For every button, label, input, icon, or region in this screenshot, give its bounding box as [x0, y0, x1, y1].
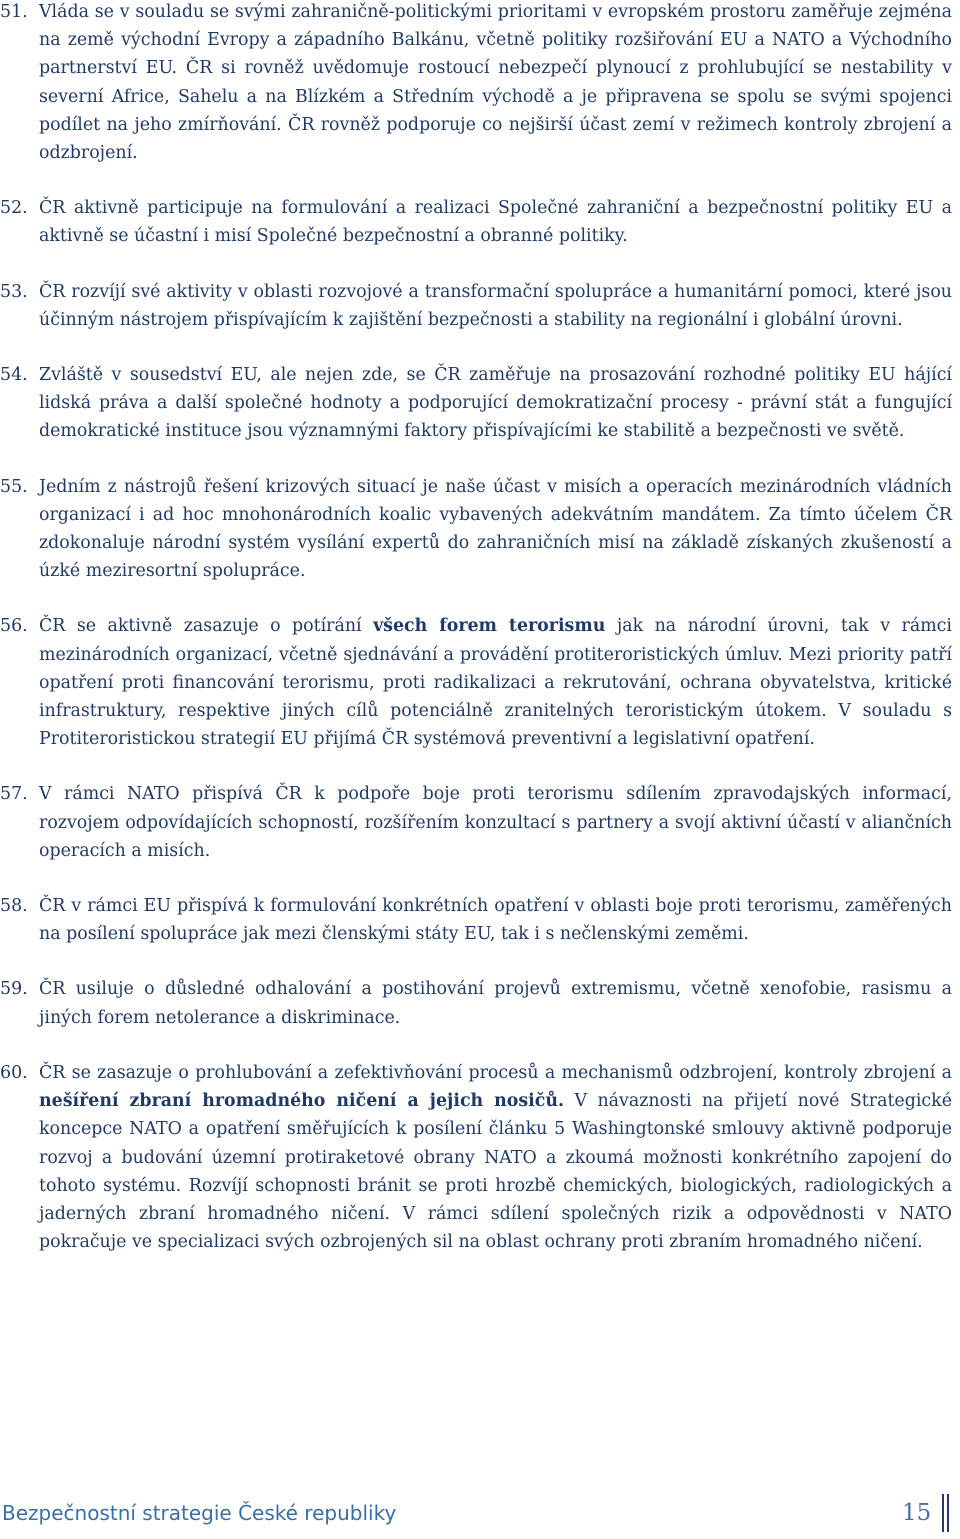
paragraph-number: 55.	[0, 476, 28, 497]
footer-document-title: Bezpečnostní strategie České republiky	[2, 1501, 397, 1525]
paragraph-text: V návaznosti na přijetí nové Strategické koncepce NATO a opatření směřujících k posílení článku 5 Washingtonské smlouvy aktivně podporuje rozvoj a budování územní protiraketové obrany NATO a zkoumá možnosti konkrétního zapojení do tohoto systému. Rozvíjí schopnosti bránit se proti hrozbě chemických, biologických, radiologických a jaderných zbraní hromadného ničení. V rámci sdílení společných rizik a odpovědnosti v NATO pokračuje ve specializaci svých ozbrojených sil na oblast ochrany proti zbraním hromadného ničení.	[39, 1091, 952, 1253]
paragraph-number: 58.	[0, 896, 28, 917]
paragraph-text: V rámci NATO přispívá ČR k podpoře boje proti terorismu sdílením zpravodajských informací, rozvojem odpovídajících schopností, rozšířením konzultací s partnery a svojí aktivní účastí v aliančních operacích a misích.	[39, 784, 952, 861]
paragraph-55	[0, 473, 952, 586]
paragraph-text: ČR rozvíjí své aktivity v oblasti rozvojové a transformační spolupráce a humanitární pomoci, které jsou účinným nástrojem přispívajícím k zajištění bezpečnosti a stability na regionální i globální úrovni.	[39, 281, 952, 330]
paragraph-51	[0, 0, 952, 167]
paragraph-53	[0, 278, 952, 334]
paragraph-text-bold: nešíření zbraní hromadného ničení a jejich nosičů.	[39, 1091, 565, 1112]
paragraph-text: Jedním z nástrojů řešení krizových situací je naše účast v misích a operacích mezinárodních vládních organizací i ad hoc mnohonárodních koalic vybavených adekvátním mandátem. Za tímto účelem ČR zdokonaluje národní systém vysílání expertů do zahraničních misí na základě získaných zkušeností a úzké meziresortní spolupráce.	[39, 476, 952, 582]
footer-divider	[947, 1494, 949, 1532]
paragraph-number: 56.	[0, 616, 28, 637]
paragraph-text: ČR v rámci EU přispívá k formulování konkrétních opatření v oblasti boje proti terorismu, zaměřených na posílení spolupráce jak mezi členskými státy EU, tak i s nečlenskými zeměmi.	[39, 896, 952, 945]
paragraph-text: jak na národní úrovni, tak v rámci mezinárodních organizací, včetně sjednávání a provádění protiteroristických úmluv. Mezi priority patří opatření proti financování terorismu, proti radikalizaci a rekrutování, ochrana obyvatelstva, kritické infrastruktury, respektive jiných cílů potenciálně zranitelných teroristickým útokem. V souladu s Protiteroristickou strategií EU přijímá ČR systémová preventivní a legislativní opatření.	[39, 616, 952, 750]
paragraph-54	[0, 361, 952, 446]
paragraph-number: 54.	[0, 365, 28, 386]
paragraph-text-bold: všech forem terorismu	[373, 616, 606, 637]
paragraph-52	[0, 194, 952, 250]
paragraph-number: 60.	[0, 1062, 28, 1083]
paragraph-number: 57.	[0, 784, 28, 805]
paragraph-56	[0, 612, 952, 753]
paragraph-text: ČR usiluje o důsledné odhalování a postihování projevů extremismu, včetně xenofobie, rasismu a jiných forem netolerance a diskriminace.	[39, 979, 952, 1028]
paragraph-number: 53.	[0, 281, 28, 302]
paragraph-58	[0, 892, 952, 948]
paragraph-number: 52.	[0, 198, 28, 219]
paragraph-text: ČR aktivně participuje na formulování a realizaci Společné zahraniční a bezpečnostní politiky EU a aktivně se účastní i misí Společné bezpečnostní a obranné politiky.	[39, 198, 952, 247]
footer-divider	[942, 1494, 944, 1532]
paragraph-60	[0, 1059, 952, 1256]
paragraph-text: ČR se zasazuje o prohlubování a zefektivňování procesů a mechanismů odzbrojení, kontroly zbrojení a	[39, 1062, 952, 1083]
paragraph-57	[0, 780, 952, 865]
paragraph-number: 51.	[0, 2, 28, 22]
paragraph-text: ČR se aktivně zasazuje o potírání	[39, 616, 374, 637]
paragraph-text: Vláda se v souladu se svými zahraničně-politickými prioritami v evropském prostoru zaměřuje zejména na země východní Evropy a západního Balkánu, včetně politiky rozšiřování EU a NATO a Východního partnerství EU. ČR si rovněž uvědomuje rostoucí nebezpečí plynoucí z prohlubující se nestability v severní Africe, Sahelu a na Blízkém a Středním východě a je připravena se spolu se svými spojenci podílet na jeho zmírňování. ČR rovněž podporuje co nejširší účast zemí v režimech kontroly zbrojení a odzbrojení.	[39, 2, 952, 164]
paragraph-number: 59.	[0, 979, 28, 1000]
footer-page-number: 15	[902, 1500, 932, 1526]
paragraph-59	[0, 975, 952, 1031]
paragraph-text: Zvláště v sousedství EU, ale nejen zde, se ČR zaměřuje na prosazování rozhodné politiky EU hájící lidská práva a další společné hodnoty a podporující demokratizační procesy - právní stát a fungující demokratické instituce jsou významnými faktory přispívajícími ke stabilitě a bezpečnosti ve světě.	[39, 365, 952, 442]
